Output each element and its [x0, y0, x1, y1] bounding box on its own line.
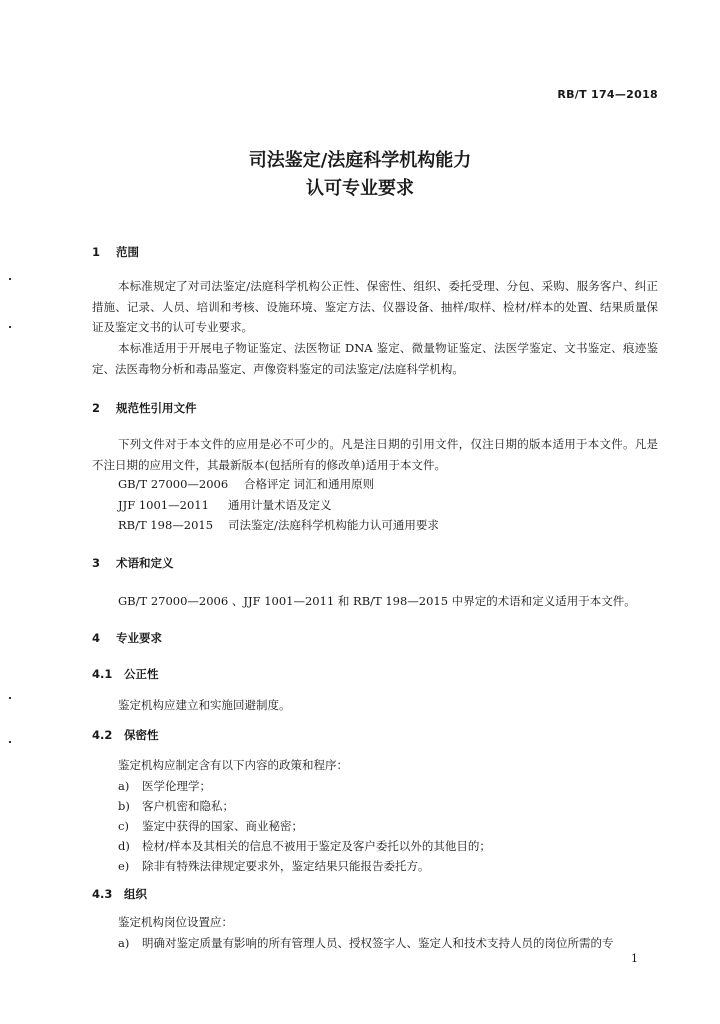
scan-mark	[9, 741, 11, 743]
section-number: 4.1	[92, 667, 113, 681]
list-label: c)	[118, 819, 129, 833]
section-number: 4.2	[92, 728, 113, 742]
reference-code: RB/T 198—2015	[118, 518, 214, 532]
section-4-3-intro: 鉴定机构岗位设置应：	[118, 915, 233, 929]
list-label: a)	[118, 936, 130, 950]
reference-3	[118, 517, 439, 533]
list-text: 检材/样本及其相关的信息不被用于鉴定及客户委托以外的其他目的；	[142, 839, 491, 853]
section-1-paragraph-1: 本标准规定了对司法鉴定/法庭科学机构公正性、保密性、组织、委托受理、分包、采购、服务客户、纠正措施、记录、人员、培训和考核、设施环境、鉴定方法、仪器设备、抽样/取样、检材/样本的处置、结果质量保证及鉴定文书的认可专业要求。	[92, 279, 658, 334]
section-number: 4	[92, 631, 101, 645]
reference-2	[118, 497, 332, 513]
section-number: 3	[92, 556, 101, 570]
section-1-heading	[92, 244, 139, 260]
section-title: 组织	[124, 887, 147, 901]
list-text: 鉴定中获得的国家、商业秘密；	[142, 819, 303, 833]
section-title: 专业要求	[116, 631, 162, 645]
section-title: 范围	[116, 245, 139, 259]
list-text: 除非有特殊法律规定要求外，鉴定结果只能报告委托方。	[142, 859, 430, 873]
reference-title: 合格评定 词汇和通用原则	[244, 477, 375, 491]
list-label: b)	[118, 799, 130, 813]
document-title-line2: 认可专业要求	[306, 178, 414, 199]
section-number: 2	[92, 401, 101, 415]
section-number: 1	[92, 245, 101, 259]
section-4-2-heading	[92, 727, 159, 743]
reference-1	[118, 476, 374, 492]
section-4-3-heading	[92, 886, 147, 902]
section-2-heading	[92, 400, 197, 416]
section-title: 公正性	[124, 667, 159, 681]
reference-code: GB/T 27000—2006	[118, 477, 229, 491]
list-text: 医学伦理学；	[142, 779, 211, 793]
list-item	[118, 858, 430, 874]
reference-title: 通用计量术语及定义	[228, 498, 332, 512]
reference-title: 司法鉴定/法庭科学机构能力认可通用要求	[228, 518, 439, 532]
page-number: 1	[631, 952, 638, 965]
list-item	[118, 798, 234, 814]
list-label: a)	[118, 779, 130, 793]
section-2-paragraph: 下列文件对于本文件的应用是必不可少的。凡是注日期的引用文件，仅注日期的版本适用于本文件。凡是不注日期的应用文件，其最新版本(包括所有的修改单)适用于本文件。	[92, 437, 658, 472]
scan-mark	[9, 326, 11, 328]
section-4-2-intro: 鉴定机构应制定含有以下内容的政策和程序：	[118, 758, 348, 772]
section-number: 4.3	[92, 887, 113, 901]
list-text: 客户机密和隐私；	[142, 799, 234, 813]
scan-mark	[9, 697, 11, 699]
list-item	[118, 818, 303, 834]
list-item	[118, 778, 211, 794]
section-title: 规范性引用文件	[116, 401, 197, 415]
list-text: 明确对鉴定质量有影响的所有管理人员、授权签字人、鉴定人和技术支持人员的岗位所需的专	[142, 936, 614, 950]
section-3-paragraph: GB/T 27000—2006 、JJF 1001—2011 和 RB/T 198—2015 中界定的术语和定义适用于本文件。	[118, 594, 636, 608]
document-title-line1: 司法鉴定/法庭科学机构能力	[248, 150, 472, 171]
section-title: 术语和定义	[116, 556, 174, 570]
list-label: d)	[118, 839, 130, 853]
list-item	[118, 935, 614, 951]
reference-code: JJF 1001—2011	[118, 498, 209, 512]
section-4-1-heading	[92, 666, 159, 682]
list-item	[118, 838, 491, 854]
scan-mark	[9, 278, 11, 280]
section-title: 保密性	[124, 728, 159, 742]
standard-number: RB/T 174—2018	[557, 88, 658, 101]
list-label: e)	[118, 859, 130, 873]
section-1-paragraph-2: 本标准适用于开展电子物证鉴定、法医物证 DNA 鉴定、微量物证鉴定、法医学鉴定、文书鉴定、痕迹鉴定、法医毒物分析和毒品鉴定、声像资料鉴定的司法鉴定/法庭科学机构。	[92, 341, 658, 376]
section-4-1-paragraph: 鉴定机构应建立和实施回避制度。	[118, 698, 291, 712]
section-3-heading	[92, 555, 174, 571]
section-4-heading	[92, 630, 162, 646]
